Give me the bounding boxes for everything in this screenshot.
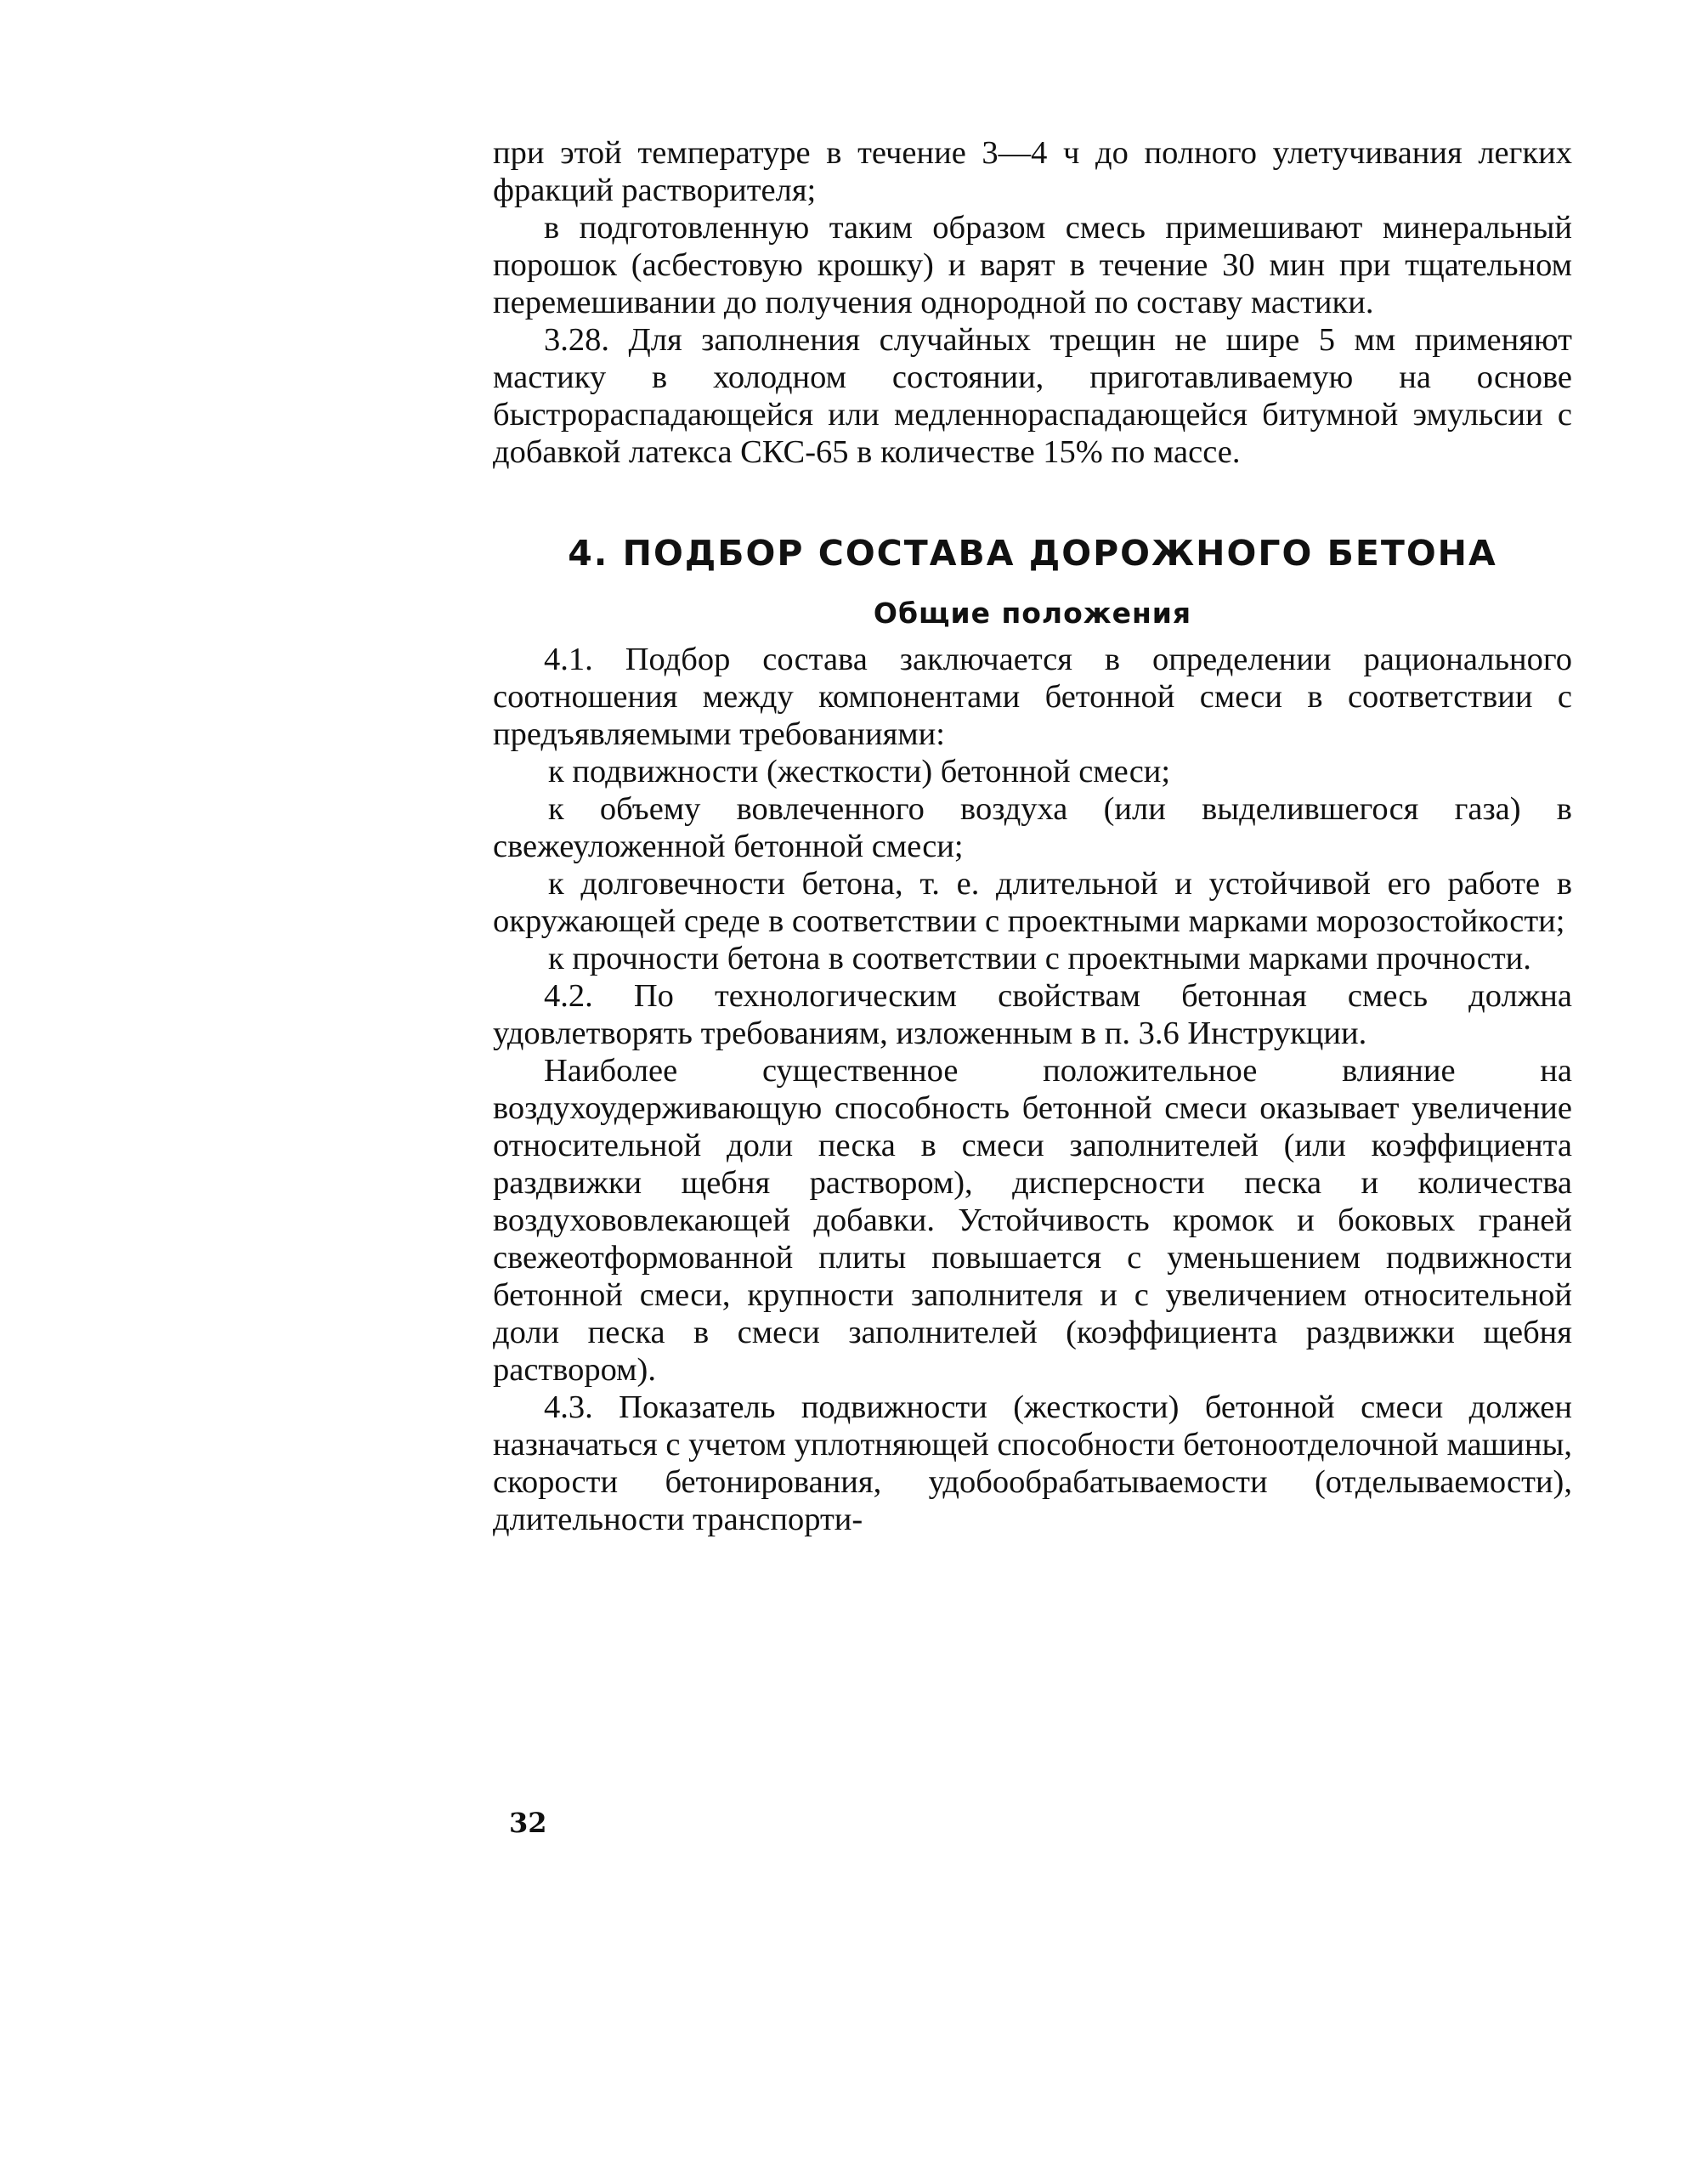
paragraph-4-2: 4.2. По технологическим свойствам бетонная смесь должна удовлетворять требованиям, изложенным в п. 3.6 Инструкции.	[493, 978, 1572, 1051]
paragraph-4-1: 4.1. Подбор состава заключается в определении рационального соотношения между компонентами бетонной смеси в соответствии с предъявляемыми требованиями:	[493, 642, 1572, 752]
paragraph-4-3: 4.3. Показатель подвижности (жесткости) бетонной смеси должен назначаться с учетом уплотняющей способности бетоноотделочной машины, скорости бетонирования, удобообрабатываемости (отделываемости), длительности транспорти-	[493, 1389, 1572, 1537]
subsection-title: Общие положения	[873, 597, 1192, 630]
paragraph-3-28: 3.28. Для заполнения случайных трещин не шире 5 мм применяют мастику в холодном состоянии, приготавливаемую на основе быстрораспадающейся или медленнораспадающейся битумной эмульсии с добавкой латекса СКС-65 в количестве 15% по массе.	[493, 322, 1572, 470]
paragraph-mastic-mixing: в подготовленную таким образом смесь примешивают минеральный порошок (асбестовую крошку) и варят в течение 30 мин при тщательном перемешивании до получения однородной по составу мастики.	[493, 210, 1572, 320]
page-text-column	[493, 134, 1572, 1538]
requirement-strength: к прочности бетона в соответствии с проектными марками прочности.	[548, 941, 1531, 976]
requirement-durability: к долговечности бетона, т. е. длительной и устойчивой его работе в окружающей среде в соответствии с проектными марками морозостойкости;	[493, 866, 1572, 939]
section-title: 4. ПОДБОР СОСТАВА ДОРОЖНОГО БЕТОНА	[568, 533, 1497, 574]
requirement-air-volume: к объему вовлеченного воздуха (или выделившегося газа) в свежеуложенной бетонной смеси;	[493, 791, 1572, 864]
page-number: 32	[509, 1807, 547, 1839]
paragraph-air-retention: Наиболее существенное положительное влияние на воздухоудерживающую способность бетонной смеси оказывает увеличение относительной доли песка в смеси заполнителей (или коэффициента раздвижки щебня раствором), дисперсности песка и количества воздухововлекающей добавки. Устойчивость кромок и боковых граней свежеотформованной плиты повышается с уменьшением подвижности бетонной смеси, крупности заполнителя и с увеличением относительной доли песка в смеси заполнителей (коэффициента раздвижки щебня раствором).	[493, 1053, 1572, 1388]
paragraph-continuation: при этой температуре в течение 3—4 ч до полного улетучивания легких фракций растворителя;	[493, 135, 1572, 208]
requirement-mobility: к подвижности (жесткости) бетонной смеси;	[548, 754, 1171, 789]
